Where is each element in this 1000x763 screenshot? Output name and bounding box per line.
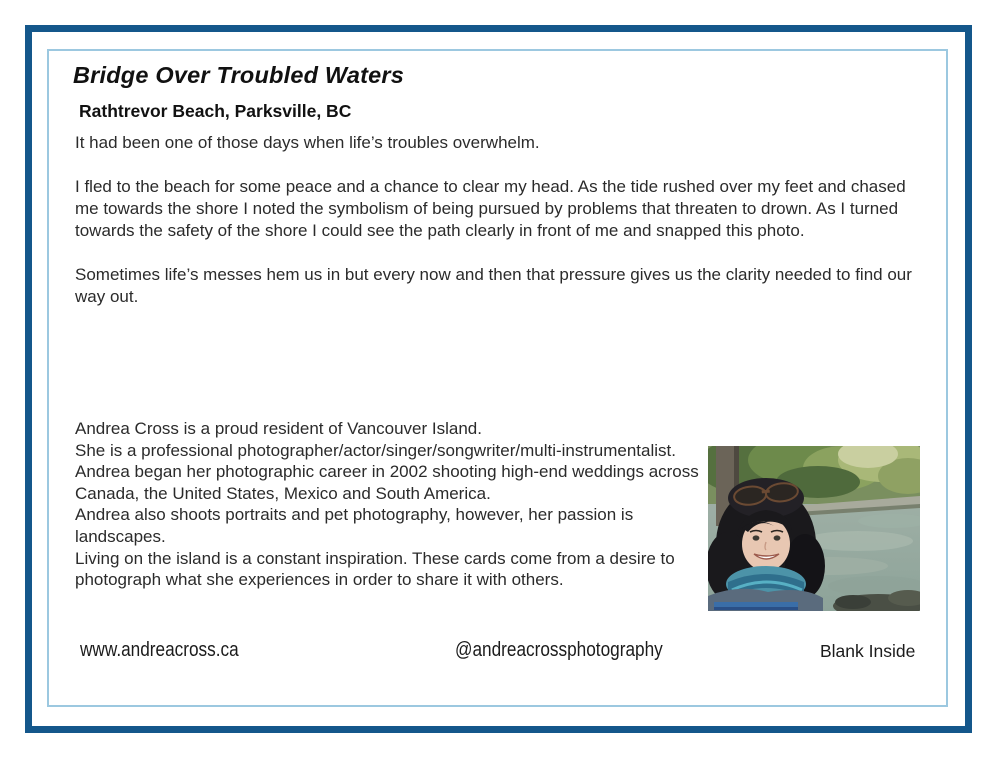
location-subtitle: Rathtrevor Beach, Parksville, BC	[79, 101, 352, 121]
bio-line-4: Andrea also shoots portraits and pet photography, however, her passion is landscapes.	[75, 505, 634, 546]
story-paragraph-2: I fled to the beach for some peace and a chance to clear my head. As the tide rushed over my feet and chased me towards the shore I noted the symbolism of being pursued by problems that threaten to drown. As I turned towards the safety of the shore I could see the path clearly in front of me and snapped this photo.	[75, 177, 906, 240]
bio-line-1: Andrea Cross is a proud resident of Vancouver Island.	[75, 419, 482, 438]
bio-line-5: Living on the island is a constant inspiration. These cards come from a desire to photograph what she experiences in order to share it with others.	[75, 548, 675, 590]
story-paragraph-3: Sometimes life’s messes hem us in but every now and then that pressure gives us the clarity needed to find our way out.	[75, 265, 912, 306]
author-bio	[75, 418, 715, 591]
footer-blank-inside-label: Blank Inside	[820, 641, 916, 661]
bio-line-3: Andrea began her photographic career in 2002 shooting high-end weddings across Canada, the United States, Mexico and South America.	[75, 462, 699, 503]
bio-line-2: She is a professional photographer/actor/singer/songwriter/multi-instrumentalist.	[75, 440, 676, 460]
footer-instagram-handle: @andreacrossphotography	[455, 639, 663, 661]
author-photo	[708, 446, 920, 611]
footer-website: www.andreacross.ca	[80, 639, 239, 661]
page-title: Bridge Over Troubled Waters	[73, 62, 405, 88]
story-paragraph-1: It had been one of those days when life’s troubles overwhelm.	[75, 133, 540, 152]
story-text	[75, 132, 920, 330]
